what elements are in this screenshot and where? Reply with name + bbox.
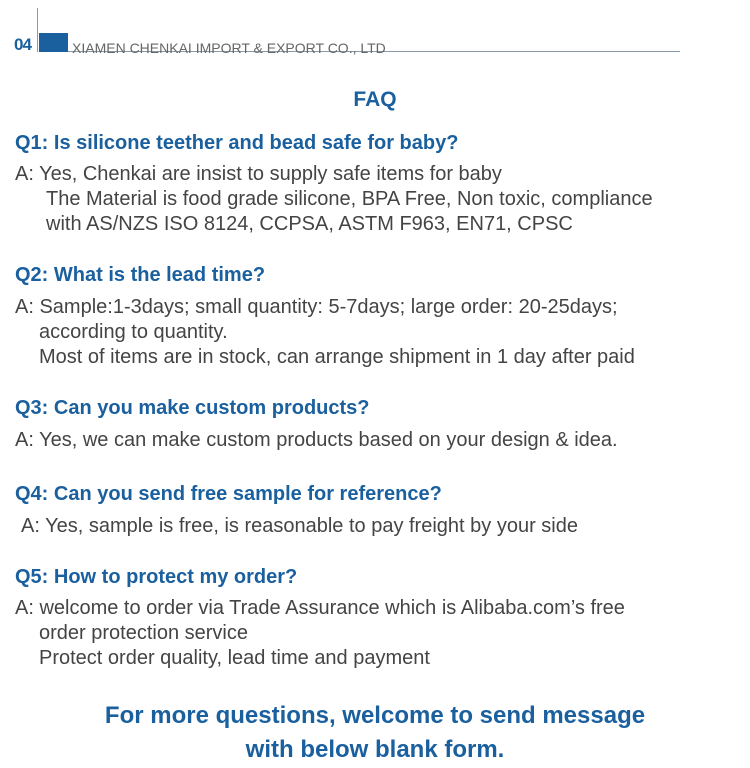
faq-answer-5-line-2: order protection service bbox=[39, 622, 248, 644]
header-vertical-line bbox=[37, 8, 38, 52]
header-accent-block bbox=[39, 33, 68, 52]
faq-answer-1-line-2: The Material is food grade silicone, BPA Free, Non toxic, compliance bbox=[46, 188, 653, 210]
faq-question-4: Q4: Can you send free sample for reference? bbox=[15, 483, 442, 505]
faq-answer-2-line-3: Most of items are in stock, can arrange shipment in 1 day after paid bbox=[39, 346, 635, 368]
company-name: XIAMEN CHENKAI IMPORT & EXPORT CO., LTD bbox=[72, 40, 386, 56]
faq-question-3: Q3: Can you make custom products? bbox=[15, 397, 370, 419]
faq-question-2: Q2: What is the lead time? bbox=[15, 264, 266, 286]
faq-answer-5-line-1: A: welcome to order via Trade Assurance which is Alibaba.com’s free bbox=[15, 597, 625, 619]
faq-answer-2-line-2: according to quantity. bbox=[39, 321, 228, 343]
faq-answer-3-line-1: A: Yes, we can make custom products based on your design & idea. bbox=[15, 429, 618, 451]
faq-question-5: Q5: How to protect my order? bbox=[15, 566, 298, 588]
footer-message bbox=[0, 699, 750, 767]
footer-line-1: For more questions, welcome to send message bbox=[104, 702, 646, 729]
faq-question-1: Q1: Is silicone teether and bead safe for baby? bbox=[15, 132, 459, 154]
faq-answer-5-line-3: Protect order quality, lead time and payment bbox=[39, 647, 430, 669]
page-title: FAQ bbox=[353, 88, 397, 111]
footer-line-2: with below blank form. bbox=[245, 736, 505, 763]
faq-answer-2-line-1: A: Sample:1-3days; small quantity: 5-7days; large order: 20-25days; bbox=[15, 296, 618, 318]
faq-answer-1-line-3: with AS/NZS ISO 8124, CCPSA, ASTM F963, EN71, CPSC bbox=[46, 213, 573, 235]
section-number: 04 bbox=[14, 35, 31, 54]
header bbox=[0, 0, 750, 60]
faq-answer-4-line-1: A: Yes, sample is free, is reasonable to pay freight by your side bbox=[21, 515, 578, 537]
faq-answer-1-line-1: A: Yes, Chenkai are insist to supply safe items for baby bbox=[15, 163, 502, 185]
